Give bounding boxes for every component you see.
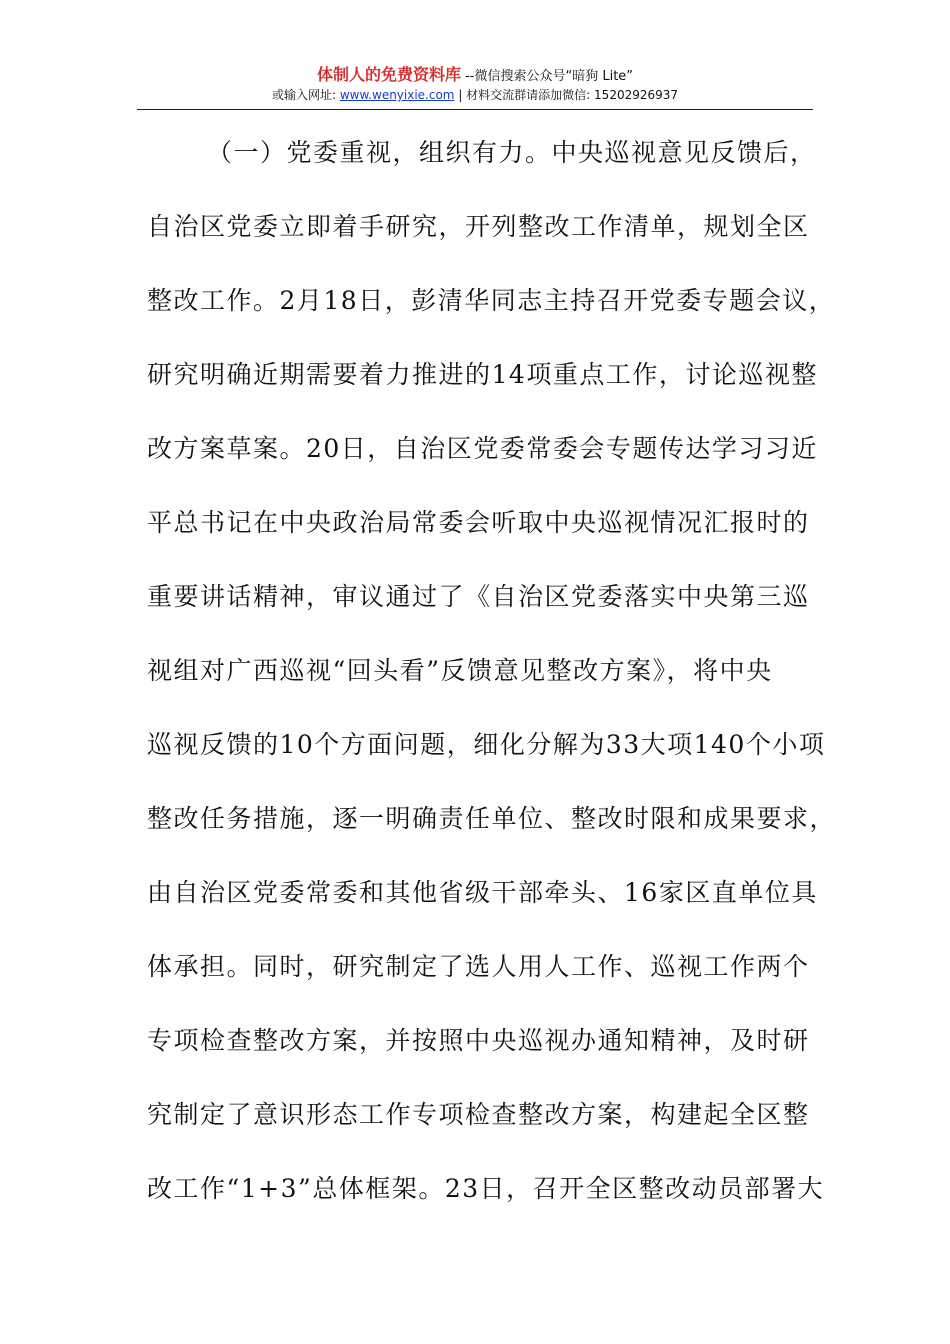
body-line: 体承担。同时，研究制定了选人用人工作、巡视工作两个 [147, 952, 810, 981]
header-tagline: --微信搜索公众号“暗狗 Lite” [465, 69, 634, 84]
header-divider [137, 109, 813, 110]
header-contact-line [0, 87, 950, 104]
body-line: 平总书记在中央政治局常委会听取中央巡视情况汇报时的 [147, 508, 810, 537]
body-line: 改工作“1+3”总体框架。23日，召开全区整改动员部署大 [147, 1174, 825, 1203]
brand-title: 体制人的免费资料库 [316, 65, 461, 84]
body-line: 自治区党委立即着手研究，开列整改工作清单，规划全区 [147, 212, 810, 241]
body-line: （一）党委重视，组织有力。中央巡视意见反馈后， [207, 138, 817, 167]
body-line: 改方案草案。20日，自治区党委常委会专题传达学习习近 [147, 434, 818, 463]
body-line: 整改任务措施，逐一明确责任单位、整改时限和成果要求， [147, 804, 837, 833]
body-line: 视组对广西巡视“回头看”反馈意见整改方案》，将中央 [147, 656, 773, 685]
body-line: 研究明确近期需要着力推进的14项重点工作，讨论巡视整 [147, 360, 818, 389]
website-link[interactable]: www.wenyixie.com [339, 88, 455, 102]
body-line: 究制定了意识形态工作专项检查整改方案，构建起全区整 [147, 1100, 810, 1129]
body-line: 巡视反馈的10个方面问题，细化分解为33大项140个小项 [147, 730, 826, 759]
body-line: 重要讲话精神，审议通过了《自治区党委落实中央第三巡 [147, 582, 810, 611]
body-line: 由自治区党委常委和其他省级干部牵头、16家区直单位具 [147, 878, 818, 907]
body-line: 整改工作。2月18日，彭清华同志主持召开党委专题会议， [147, 286, 836, 315]
url-prefix: 或输入网址: [271, 88, 337, 102]
contact-info: | 材料交流群请添加微信: 15202926937 [458, 88, 679, 102]
body-line: 专项检查整改方案，并按照中央巡视办通知精神，及时研 [147, 1026, 810, 1055]
page-header [0, 66, 950, 104]
header-banner [0, 66, 950, 86]
document-body [147, 124, 837, 1234]
